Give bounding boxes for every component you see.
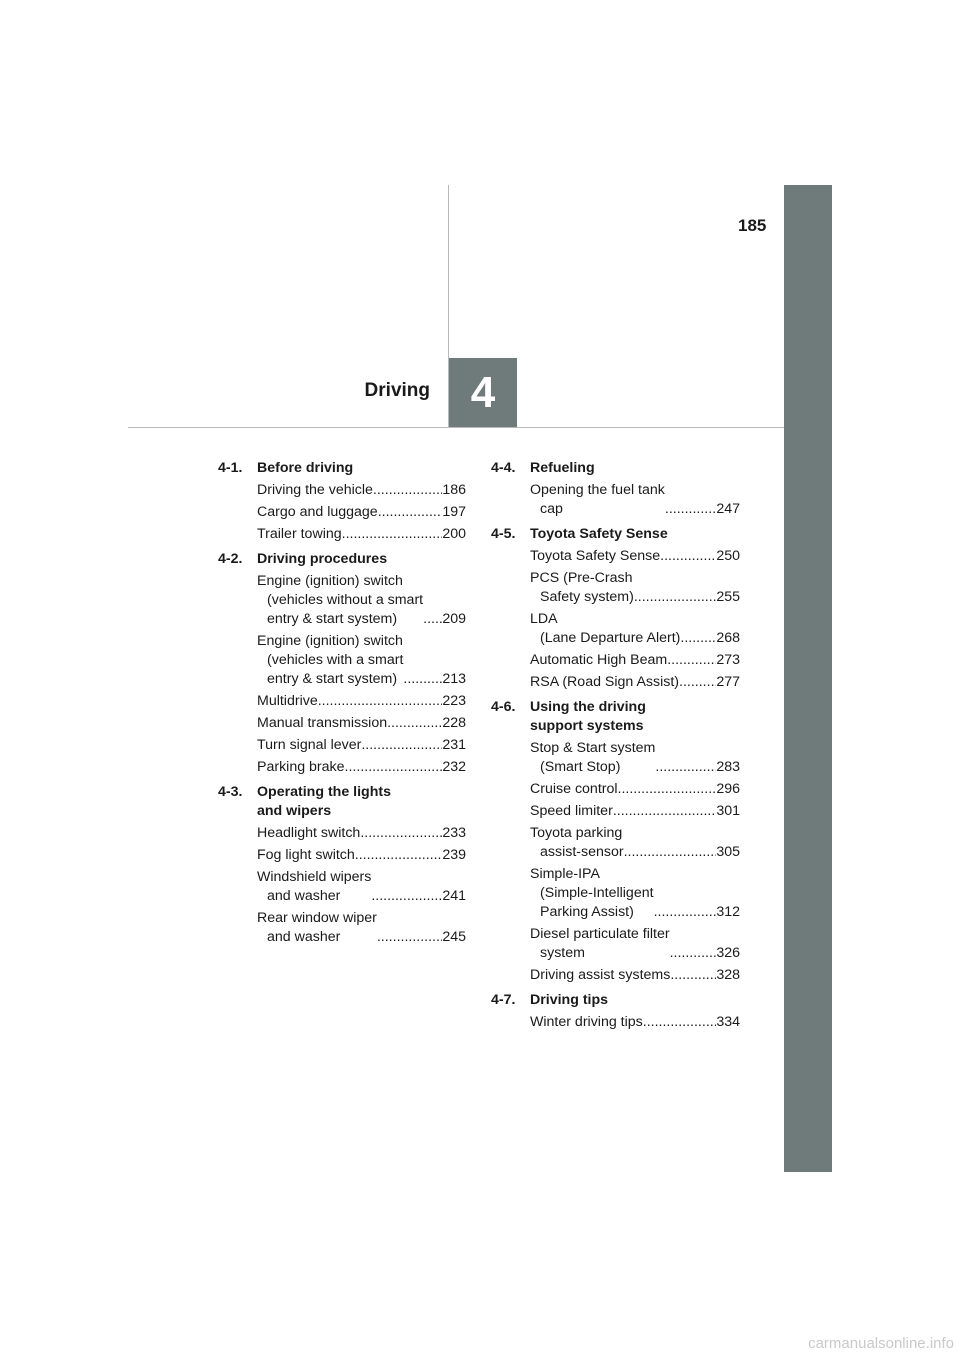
dot-leader (373, 481, 442, 500)
entry-title: Turn signal lever (257, 737, 362, 753)
section-heading[interactable] (491, 698, 740, 736)
toc-entry[interactable] (257, 481, 466, 500)
toc-entry[interactable] (530, 966, 740, 985)
toc-entry[interactable] (257, 572, 466, 629)
entry-title: Cruise control (530, 781, 618, 797)
entry-page-number: 245 (442, 929, 466, 945)
dot-leader (654, 903, 717, 922)
toc-column-right (491, 459, 740, 1038)
dot-leader (360, 824, 442, 843)
chapter-number-box: 4 (449, 358, 517, 427)
toc-section (218, 550, 466, 777)
toc-entry[interactable] (257, 758, 466, 777)
section-number: 4-3. (218, 784, 243, 800)
entry-page-number: 231 (442, 737, 466, 753)
section-heading[interactable] (491, 459, 740, 478)
toc-entry[interactable] (530, 673, 740, 692)
dot-leader (660, 547, 716, 566)
entry-title: PCS (Pre-Crash Safety system) (530, 570, 634, 605)
entry-page-number: 239 (442, 847, 466, 863)
section-number: 4-1. (218, 460, 243, 476)
entry-page-number: 255 (716, 589, 740, 605)
entry-page-number: 213 (442, 671, 466, 687)
toc-entry[interactable] (257, 503, 466, 522)
toc-column-left (218, 459, 466, 953)
entry-page-number: 328 (716, 967, 740, 983)
section-title: Toyota Safety Sense (530, 526, 668, 542)
toc-entry[interactable] (257, 632, 466, 689)
watermark: carmanualsonline.info (808, 1335, 954, 1352)
section-number: 4-7. (491, 992, 516, 1008)
dot-leader (355, 846, 443, 865)
entry-page-number: 197 (442, 504, 466, 520)
entry-page-number: 186 (442, 482, 466, 498)
entry-title: Fog light switch (257, 847, 355, 863)
toc-entry[interactable] (530, 865, 740, 922)
section-heading[interactable] (218, 783, 466, 821)
section-title: Driving tips (530, 992, 609, 1008)
entry-title: Engine (ignition) switch (vehicles without a smart entry & start system) (257, 573, 424, 627)
dot-leader (634, 588, 717, 607)
dot-leader (361, 736, 442, 755)
toc-entry[interactable] (530, 802, 740, 821)
entry-page-number: 200 (442, 526, 466, 542)
entry-page-number: 250 (716, 548, 740, 564)
entry-page-number: 305 (716, 844, 740, 860)
toc-section (218, 459, 466, 544)
dot-leader (670, 966, 716, 985)
header-horizontal-rule (128, 427, 784, 428)
entry-page-number: 326 (716, 945, 740, 961)
dot-leader (624, 843, 717, 862)
toc-entry[interactable] (530, 925, 740, 963)
entry-title: Multidrive (257, 693, 318, 709)
entry-title: Driving the vehicle (257, 482, 373, 498)
section-number: 4-6. (491, 699, 516, 715)
entry-title: Diesel particulate filter system (530, 926, 670, 961)
dot-leader (345, 758, 443, 777)
toc-section (491, 991, 740, 1032)
entry-title: Headlight switch (257, 825, 361, 841)
chapter-title: Driving (364, 380, 430, 401)
dot-leader (403, 670, 442, 689)
toc-section (218, 783, 466, 947)
section-title: Driving procedures (257, 551, 388, 567)
entry-page-number: 228 (442, 715, 466, 731)
entry-page-number: 334 (716, 1014, 740, 1030)
chapter-side-tab (784, 185, 832, 1172)
toc-section (491, 698, 740, 985)
entry-page-number: 247 (716, 501, 740, 517)
section-title: Before driving (257, 460, 354, 476)
entry-title: Automatic High Beam (530, 652, 668, 668)
dot-leader (318, 692, 443, 711)
toc-entry[interactable] (257, 714, 466, 733)
entry-title: Simple-IPA (Simple-Intelligent Parking Assist) (530, 866, 654, 920)
toc-entry[interactable] (530, 739, 740, 777)
entry-title: Driving assist systems (530, 967, 671, 983)
entry-page-number: 283 (716, 759, 740, 775)
toc-entry[interactable] (530, 651, 740, 670)
dot-leader (378, 503, 443, 522)
entry-page-number: 296 (716, 781, 740, 797)
entry-title: RSA (Road Sign Assist) (530, 674, 680, 690)
toc-entry[interactable] (257, 846, 466, 865)
entry-page-number: 273 (716, 652, 740, 668)
dot-leader (670, 944, 717, 963)
toc-section (491, 459, 740, 519)
dot-leader (377, 928, 442, 947)
toc-entry[interactable] (257, 736, 466, 755)
entry-page-number: 301 (716, 803, 740, 819)
section-number: 4-4. (491, 460, 516, 476)
entry-title: Manual transmission (257, 715, 388, 731)
entry-title: Toyota Safety Sense (530, 548, 661, 564)
toc-entry[interactable] (530, 481, 740, 519)
section-heading[interactable] (218, 550, 466, 569)
toc-entry[interactable] (530, 547, 740, 566)
section-title: Operating the lights and wipers (257, 784, 391, 819)
entry-title: LDA (Lane Departure Alert) (530, 611, 681, 646)
entry-title: Parking brake (257, 759, 345, 775)
dot-leader (387, 714, 442, 733)
entry-page-number: 268 (716, 630, 740, 646)
toc-entry[interactable] (257, 909, 466, 947)
toc-entry[interactable] (530, 1013, 740, 1032)
dot-leader (679, 673, 716, 692)
entry-title: Winter driving tips (530, 1014, 643, 1030)
dot-leader (667, 651, 716, 670)
toc-entry[interactable] (530, 610, 740, 648)
entry-page-number: 223 (442, 693, 466, 709)
entry-title: Stop & Start system (Smart Stop) (530, 740, 656, 775)
section-heading[interactable] (491, 991, 740, 1010)
page-number: 185 (738, 216, 767, 235)
section-number: 4-5. (491, 526, 516, 542)
toc-section (491, 525, 740, 692)
toc-entry[interactable] (530, 824, 740, 862)
toc-entry[interactable] (257, 868, 466, 906)
section-heading[interactable] (218, 459, 466, 478)
dot-leader (680, 629, 716, 648)
entry-title: Trailer towing (257, 526, 342, 542)
entry-title: Opening the fuel tank cap (530, 482, 665, 517)
dot-leader (371, 887, 442, 906)
toc-entry[interactable] (257, 525, 466, 544)
entry-title: Windshield wipers and washer (257, 869, 372, 904)
dot-leader (655, 758, 716, 777)
dot-leader (643, 1013, 717, 1032)
entry-page-number: 277 (716, 674, 740, 690)
dot-leader (342, 525, 443, 544)
toc-entry[interactable] (530, 569, 740, 607)
entry-title: Rear window wiper and washer (257, 910, 377, 945)
entry-page-number: 233 (442, 825, 466, 841)
entry-title: Toyota parking assist-sensor (530, 825, 624, 860)
toc-entry[interactable] (530, 780, 740, 799)
entry-page-number: 312 (716, 904, 740, 920)
section-title: Using the driving support systems (530, 699, 646, 734)
dot-leader (665, 500, 716, 519)
entry-title: Engine (ignition) switch (vehicles with a smart entry & start system) (257, 633, 404, 687)
dot-leader (613, 802, 717, 821)
dot-leader (618, 780, 717, 799)
section-title: Refueling (530, 460, 595, 476)
toc-entry[interactable] (257, 692, 466, 711)
entry-page-number: 209 (442, 611, 466, 627)
entry-page-number: 241 (442, 888, 466, 904)
section-heading[interactable] (491, 525, 740, 544)
section-number: 4-2. (218, 551, 243, 567)
entry-page-number: 232 (442, 759, 466, 775)
entry-title: Speed limiter (530, 803, 613, 819)
dot-leader (423, 610, 442, 629)
toc-entry[interactable] (257, 824, 466, 843)
entry-title: Cargo and luggage (257, 504, 378, 520)
